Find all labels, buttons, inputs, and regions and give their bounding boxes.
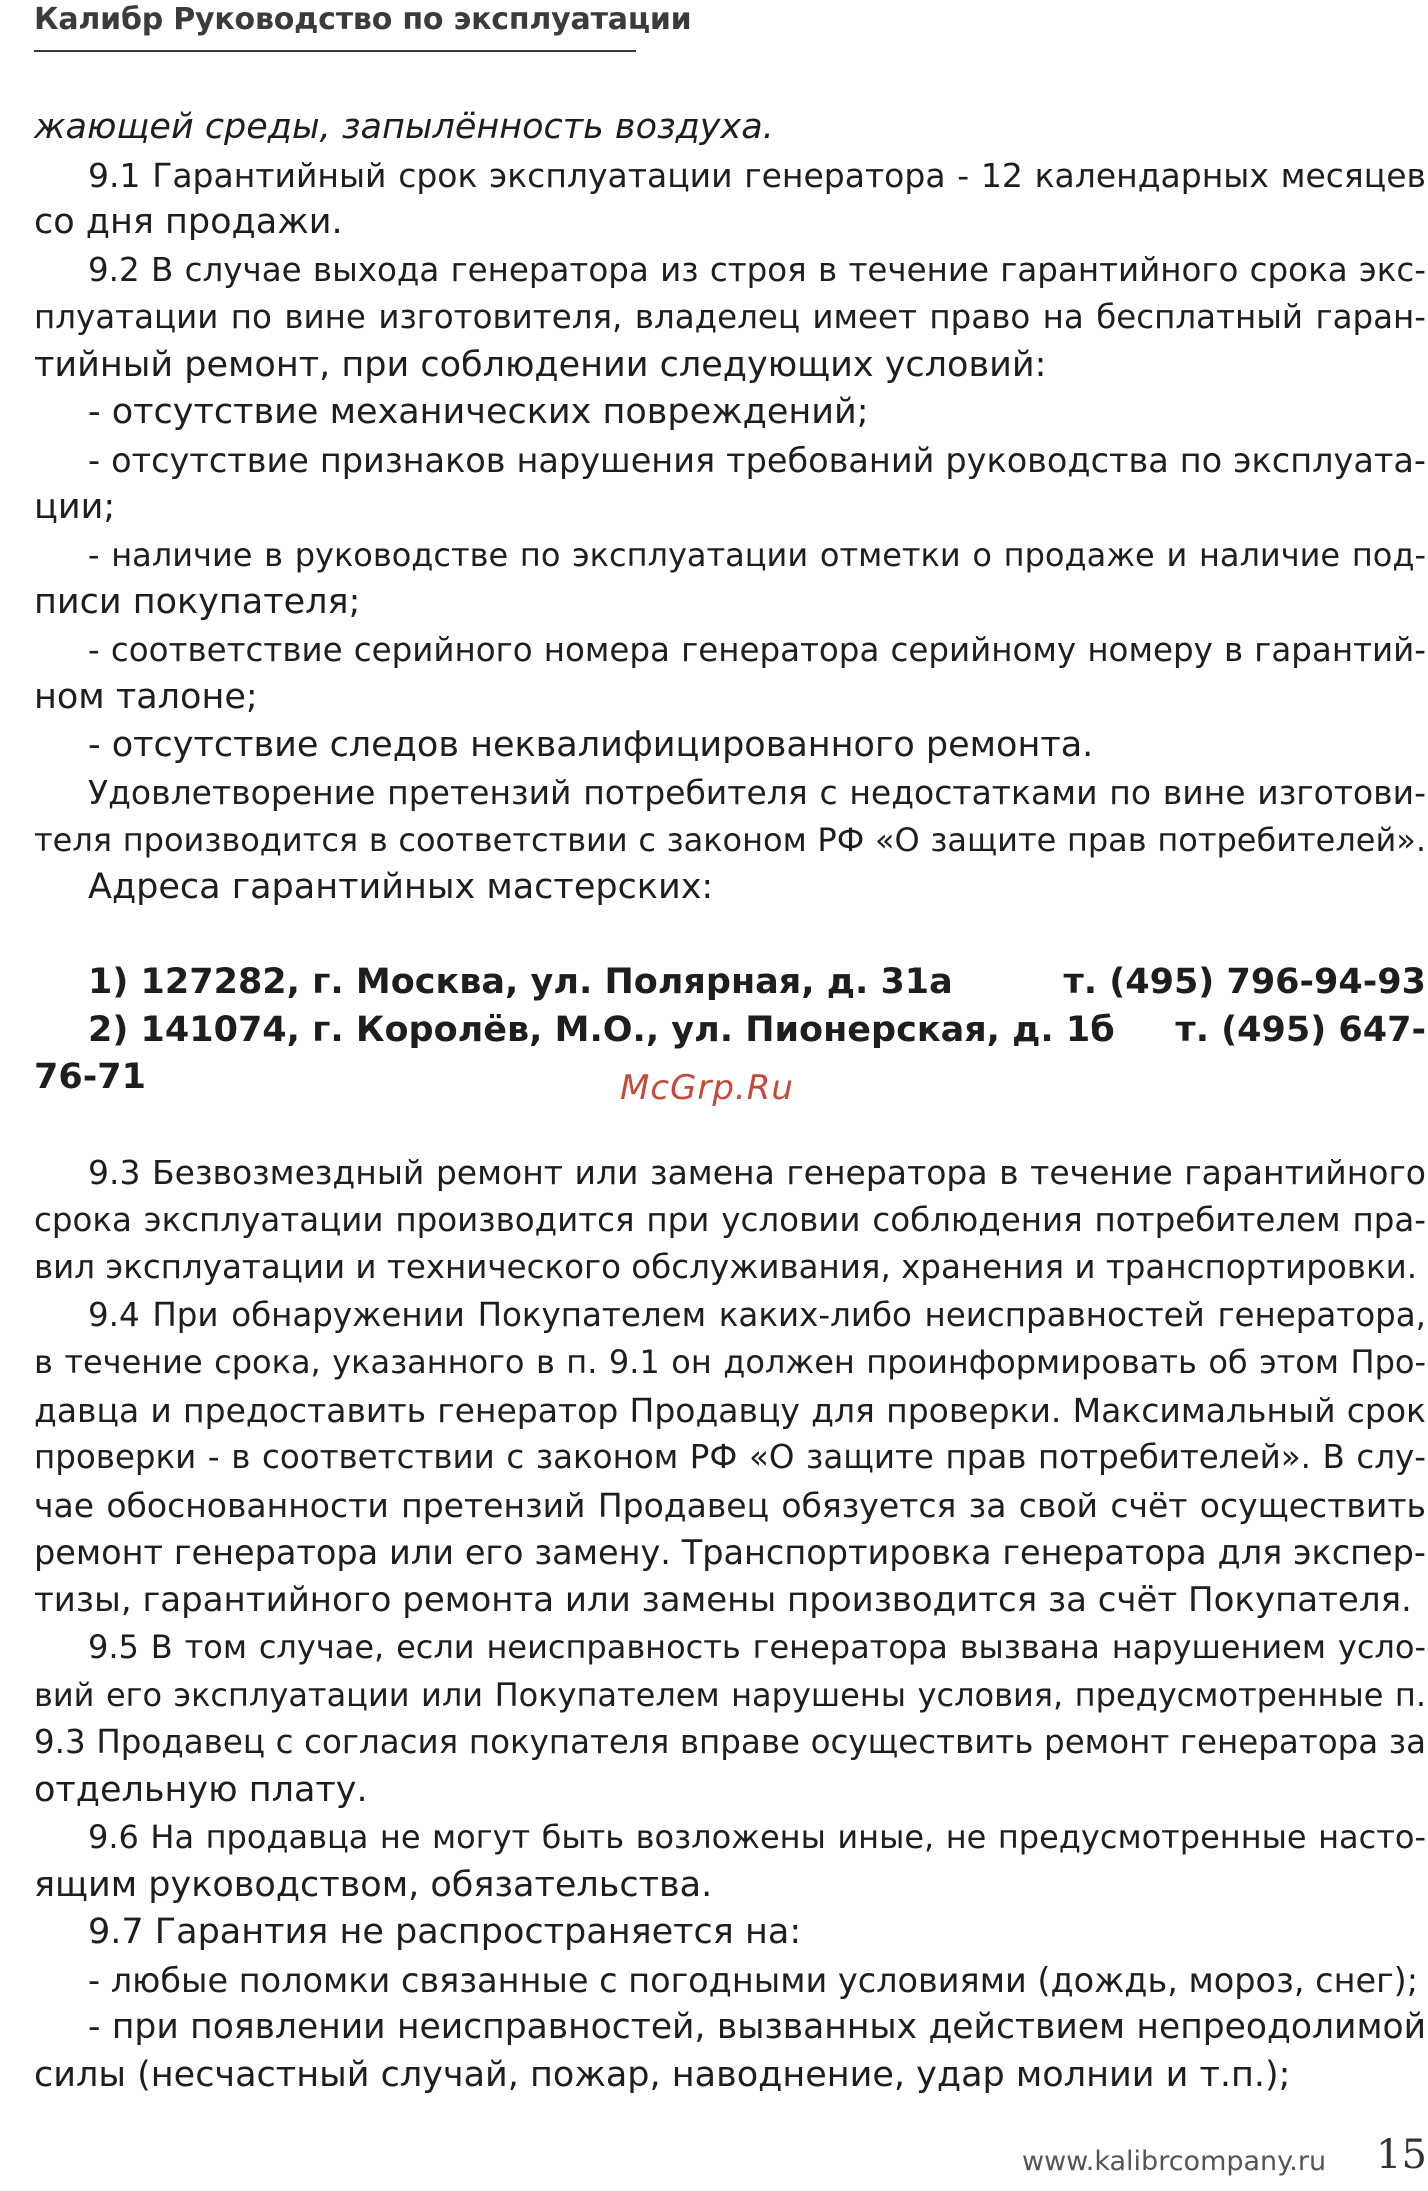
header-title: Калибр Руководство по эксплуатации [34,2,692,37]
footer-url: www.kalibrcompany.ru [1022,2146,1327,2177]
page-header [34,0,692,52]
text-line: силы (несчастный случай, пожар, наводнение, удар молнии и т.п.); [34,2054,1291,2095]
text-line: плуатации по вине изготовителя, владелец имеет право на бесплатный гаран- [34,298,1426,336]
address-text: 1) 127282, г. Москва, ул. Полярная, д. 31а [88,962,953,1002]
text-line: - соответствие серийного номера генератора серийному номеру в гарантий- [88,630,1426,669]
address-text: 2) 141074, г. Королёв, М.О., ул. Пионерская, д. 1б [88,1009,1115,1050]
text-line: тизы, гарантийного ремонта или замены производится за счёт Покупателя. [34,1579,1412,1620]
address-phone: т. (495) 647- [1175,1009,1426,1050]
text-line: 9.7 Гарантия не распространяется на: [88,1912,802,1952]
address-phone: т. (495) 796-94-93 [1063,962,1426,1002]
address-tail: 76-71 [34,1057,146,1097]
text-line: - при появлении неисправностей, вызванных действием непреодолимой [88,2007,1426,2047]
text-line: писи покупателя; [34,582,361,622]
text-line: жающей среды, запылённость воздуха. [34,107,774,147]
text-line: ремонт генератора или его замену. Транспортировка генератора для экспер- [34,1533,1426,1572]
text-line: 9.4 При обнаружении Покупателем каких-либо неисправностей генератора, [88,1295,1426,1334]
text-line: - отсутствие следов неквалифицированного ремонта. [88,724,1094,765]
page-number: 15 [1376,2132,1427,2178]
text-line: - отсутствие механических повреждений; [88,392,869,432]
text-line: вий его эксплуатации или Покупателем нарушены условия, предусмотренные п. [34,1675,1426,1714]
text-line: 9.3 Безвозмездный ремонт или замена генератора в течение гарантийного [88,1153,1426,1192]
text-line: срока эксплуатации производится при условии соблюдения потребителем пра- [34,1200,1426,1239]
text-line: теля производится в соответствии с законом РФ «О защите прав потребителей». [34,820,1426,859]
text-line: Адреса гарантийных мастерских: [88,867,714,907]
text-line: отдельную плату. [34,1769,368,1810]
text-line: в течение срока, указанного в п. 9.1 он должен проинформировать об этом Про- [34,1343,1426,1381]
text-line: проверки - в соответствии с законом РФ «О защите прав потребителей». В слу- [34,1438,1426,1476]
watermark: McGrp.Ru [620,1068,794,1108]
text-line: 9.3 Продавец с согласия покупателя вправе осуществить ремонт генератора за [34,1723,1426,1761]
text-line: вил эксплуатации и технического обслуживания, хранения и транспортировки. [34,1248,1418,1286]
text-line: чае обоснованности претензий Продавец обязуется за свой счёт осуществить [34,1485,1426,1525]
text-line: давца и предоставить генератор Продавцу для проверки. Максимальный срок [34,1390,1426,1430]
address-line-1 [34,959,1426,1007]
text-line: тийный ремонт, при соблюдении следующих условий: [34,344,1047,385]
text-line: ном талоне; [34,677,258,717]
text-line: - любые поломки связанные с погодными условиями (дождь, мороз, снег); [88,1960,1419,2000]
text-line: 9.5 В том случае, если неисправность генератора вызвана нарушением усло- [88,1628,1426,1666]
text-line: - отсутствие признаков нарушения требований руководства по эксплуата- [88,440,1426,480]
text-line: - наличие в руководстве по эксплуатации отметки о продаже и наличие под- [88,535,1426,574]
text-line: со дня продажи. [34,202,343,242]
address-line-2 [34,1007,1426,1055]
text-line: Удовлетворение претензий потребителя с недостатками по вине изготови- [88,773,1426,812]
text-line: ящим руководством, обязательства. [34,1864,713,1905]
text-line: ции; [34,487,116,527]
text-line: 9.1 Гарантийный срок эксплуатации генератора - 12 календарных месяцев [88,155,1426,195]
text-line: 9.6 На продавца не могут быть возложены иные, не предусмотренные насто- [88,1818,1426,1856]
text-line: 9.2 В случае выхода генератора из строя в течение гарантийного срока экс- [88,250,1426,289]
